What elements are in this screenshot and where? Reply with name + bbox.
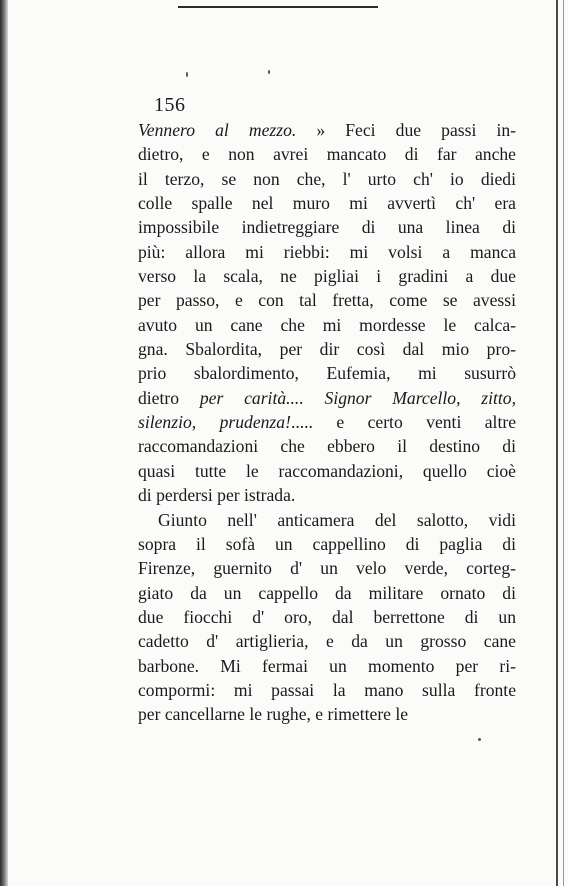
text-run: Giunto nell' anticamera del salotto, vidi <box>158 509 516 530</box>
text-line <box>138 605 516 629</box>
text-line <box>138 361 516 385</box>
text-run: per passo, e con tal fretta, come se avessi <box>138 290 516 311</box>
text-line <box>138 508 516 532</box>
text-run: per cancellarne le rughe, e rimettere le <box>138 704 409 725</box>
text-run: Firenze, guernito d' un velo verde, corteg- <box>138 558 516 579</box>
paper-speck <box>186 72 188 77</box>
text-run: cadetto d' artiglieria, e da un grosso cane <box>138 631 516 652</box>
text-line <box>138 629 516 653</box>
text-run: gna. Sbalordita, per dir così dal mio pro- <box>138 339 516 360</box>
text-run: di perdersi per istrada. <box>138 485 296 506</box>
page-edge <box>556 0 558 886</box>
page-edge-outer <box>563 0 564 886</box>
text-line <box>138 142 516 166</box>
paper-speck <box>268 70 270 74</box>
paragraph <box>138 118 516 508</box>
text-run: prio sbalordimento, Eufemia, mi susurrò <box>138 363 516 384</box>
italic-text: per carità.... Signor Marcello, zitto, <box>199 387 516 408</box>
text-line <box>138 386 516 410</box>
text-line <box>138 702 516 726</box>
text-line <box>138 313 516 337</box>
text-run: avuto un cane che mi mordesse le calca- <box>138 314 516 335</box>
text-run: barbone. Mi fermai un momento per ri- <box>138 655 516 676</box>
text-line <box>138 459 516 483</box>
text-run: raccomandazioni che ebbero il destino di <box>138 436 516 457</box>
text-run: quasi tutte le raccomandazioni, quello cioè <box>138 460 516 481</box>
text-run: » Feci due passi in- <box>296 120 516 140</box>
text-line <box>138 654 516 678</box>
paper-speck <box>478 738 481 741</box>
text-run: dietro, e non avrei mancato di far anche <box>138 144 516 165</box>
top-rule <box>178 6 378 8</box>
text-line <box>138 191 516 215</box>
paragraph <box>138 508 516 727</box>
text-line <box>138 337 516 361</box>
text-run: impossibile indietreggiare di una linea di <box>138 217 516 238</box>
text-line <box>138 581 516 605</box>
text-run: sopra il sofà un cappellino di paglia di <box>138 533 516 554</box>
text-line <box>138 434 516 458</box>
binding-edge <box>0 0 8 886</box>
text-line <box>138 532 516 556</box>
body-text <box>138 118 516 727</box>
text-line <box>138 288 516 312</box>
italic-text: silenzio, prudenza! <box>138 412 291 433</box>
text-line <box>138 240 516 264</box>
text-line <box>138 264 516 288</box>
text-line <box>138 483 516 507</box>
text-line <box>138 118 516 142</box>
text-run: ..... e certo venti altre <box>290 412 517 433</box>
text-line <box>138 167 516 191</box>
page-number: 156 <box>154 94 186 116</box>
text-run: giato da un cappello da militare ornato di <box>138 582 516 603</box>
text-run: compormi: mi passai la mano sulla fronte <box>138 679 516 700</box>
text-run: colle spalle nel muro mi avvertì ch' era <box>138 193 516 214</box>
italic-text: Vennero al mezzo. <box>138 120 297 140</box>
text-line <box>138 215 516 239</box>
text-run: più: allora mi riebbi: mi volsi a manca <box>138 241 516 262</box>
text-line <box>138 678 516 702</box>
text-line <box>138 410 516 434</box>
text-line <box>138 556 516 580</box>
text-run: il terzo, se non che, l' urto ch' io diedi <box>138 168 516 189</box>
text-run: due fiocchi d' oro, dal berrettone di un <box>138 606 516 627</box>
text-run: verso la scala, ne pigliai i gradini a due <box>138 266 516 287</box>
text-run: dietro <box>138 387 200 408</box>
